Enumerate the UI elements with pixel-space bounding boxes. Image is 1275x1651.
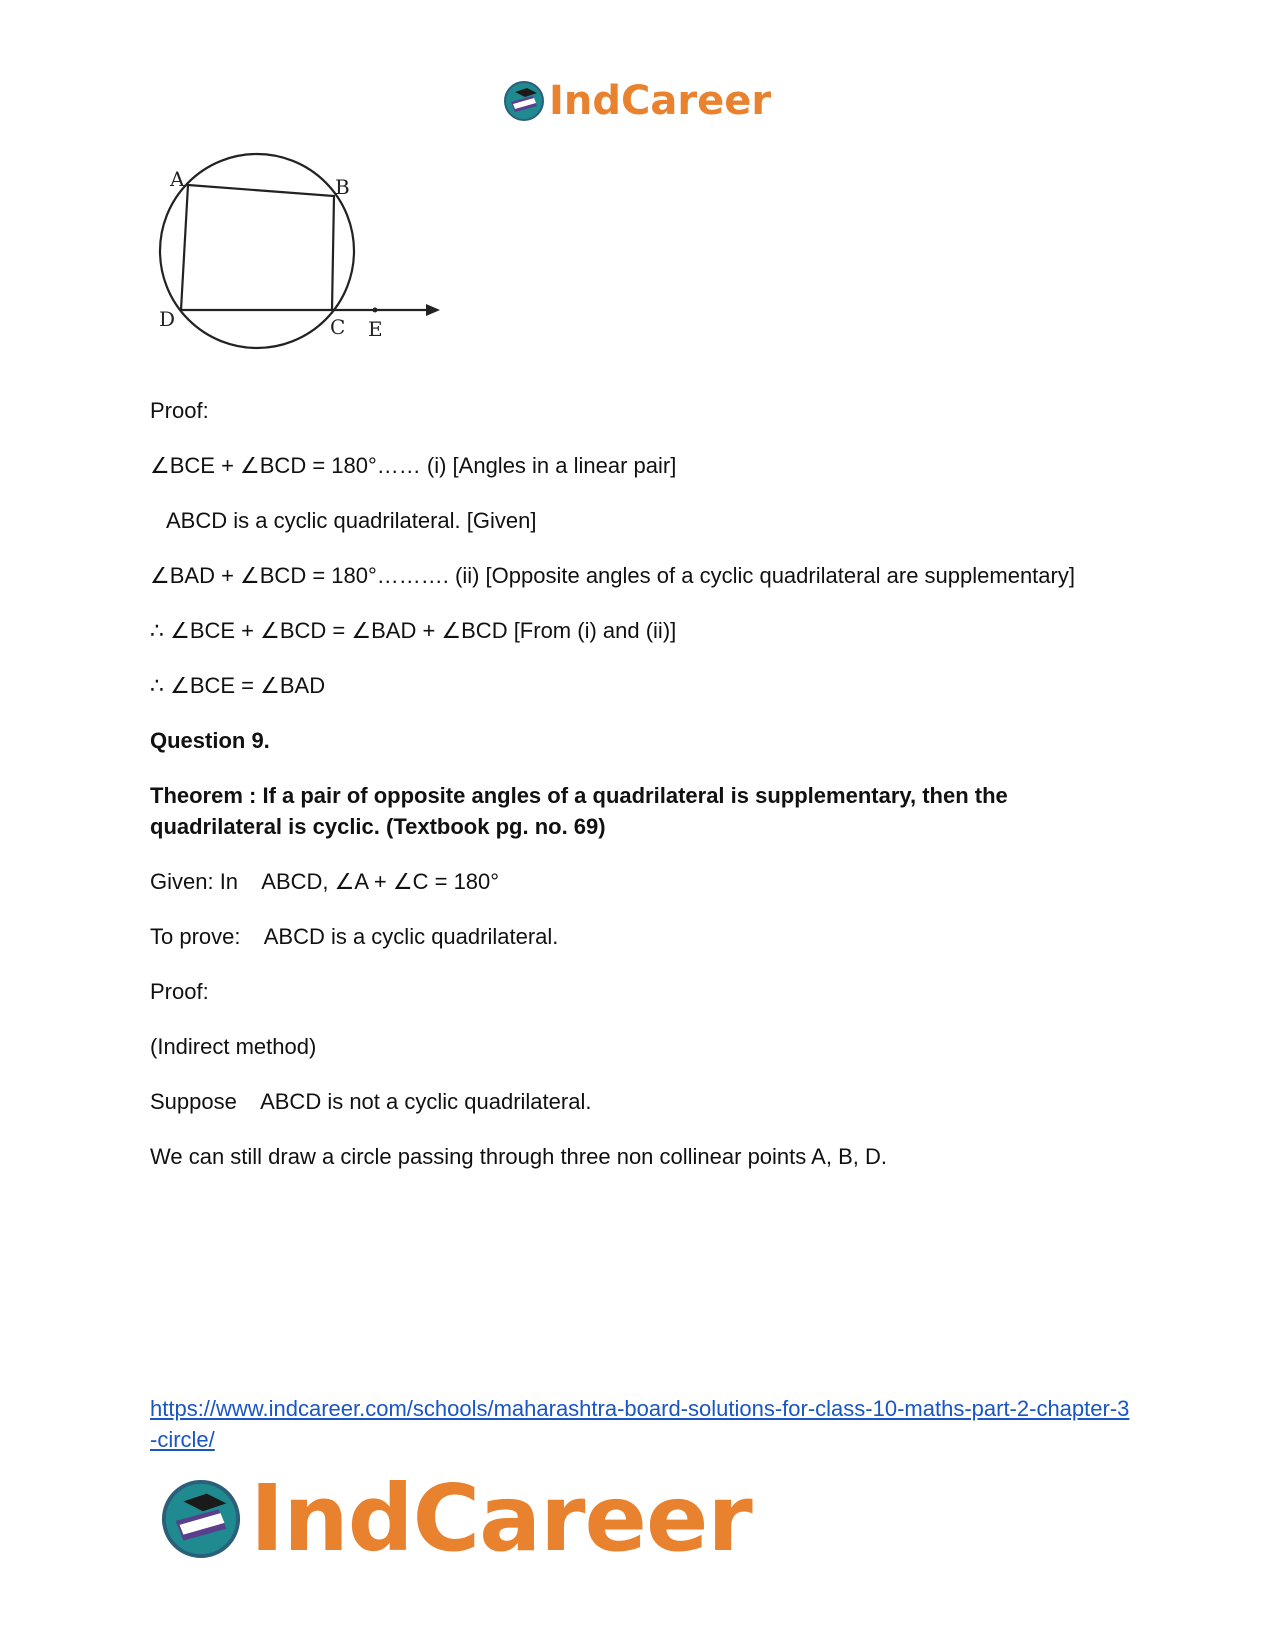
proof-line-2: ABCD is a cyclic quadrilateral. [Given] [166, 508, 537, 533]
label-c: C [330, 315, 346, 339]
proof-line-5: ∴ ∠BCE = ∠BAD [150, 673, 326, 698]
cyclic-quadrilateral-figure [150, 150, 470, 360]
proof-label-2: Proof: [150, 979, 209, 1004]
source-link[interactable]: https://www.indcareer.com/schools/maharashtra-board-solutions-for-class-10-maths-part-2-chapter-3-circle/ [150, 1396, 1130, 1452]
to-prove-statement: To prove: ABCD is a cyclic quadrilateral. [150, 924, 559, 949]
question-heading: Question 9. [150, 728, 270, 753]
label-b: B [335, 175, 350, 199]
given-statement: Given: In ABCD, ∠A + ∠C = 180° [150, 869, 500, 894]
footer-logo [160, 1465, 752, 1572]
arrow-head-icon [426, 304, 440, 316]
label-e: E [368, 317, 383, 341]
label-a: A [170, 167, 185, 191]
graduation-book-icon [160, 1478, 242, 1560]
label-d: D [159, 307, 176, 331]
proof-line-3: ∠BAD + ∠BCD = 180°………. (ii) [Opposite angles of a cyclic quadrilateral are supplementary] [150, 563, 1075, 588]
point-e [373, 308, 378, 313]
graduation-book-icon [503, 80, 545, 122]
still-draw-statement: We can still draw a circle passing through three non collinear points A, B, D. [150, 1144, 887, 1169]
suppose-statement: Suppose ABCD is not a cyclic quadrilateral. [150, 1089, 592, 1114]
logo-wordmark: IndCareer [549, 78, 772, 124]
quadrilateral-abcd [181, 185, 334, 310]
theorem-statement: Theorem : If a pair of opposite angles of a quadrilateral is supplementary, then the quadrilateral is cyclic. (Textbook pg. no. 69) [150, 783, 1008, 839]
logo-wordmark: IndCareer [250, 1465, 752, 1572]
proof-label: Proof: [150, 398, 209, 423]
proof-line-1: ∠BCE + ∠BCD = 180°…… (i) [Angles in a linear pair] [150, 453, 677, 478]
circle [160, 154, 354, 348]
header-logo [503, 78, 771, 124]
method-note: (Indirect method) [150, 1034, 317, 1059]
proof-line-4: ∴ ∠BCE + ∠BCD = ∠BAD + ∠BCD [From (i) and (ii)] [150, 618, 677, 643]
